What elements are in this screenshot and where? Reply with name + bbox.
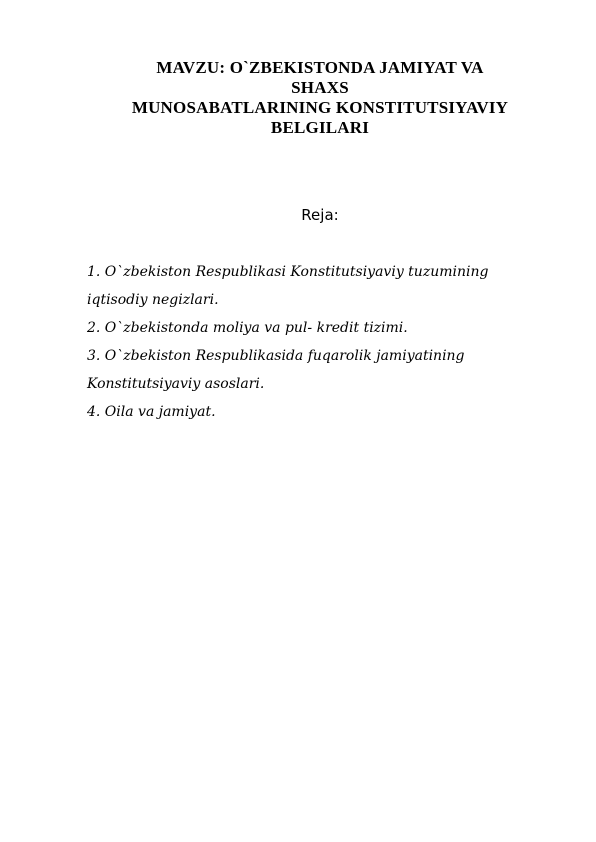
plan-line: 1. O`zbekiston Respublikasi Konstitutsiyaviy tuzumining xyxy=(87,264,489,280)
plan-list xyxy=(87,258,567,426)
title-line: MUNOSABATLARINING KONSTITUTSIYAVIY xyxy=(131,98,509,117)
plan-line: iqtisodiy negizlari. xyxy=(87,292,219,308)
plan-heading: Reja: xyxy=(301,206,339,224)
title-line: BELGILARI xyxy=(270,118,370,137)
plan-line: Konstitutsiyaviy asoslari. xyxy=(87,376,265,392)
document-title xyxy=(60,58,580,138)
title-line: SHAXS xyxy=(291,78,349,97)
plan-line: 2. O`zbekistonda moliya va pul- kredit tizimi. xyxy=(87,320,408,336)
plan-line: 3. O`zbekiston Respublikasida fuqarolik jamiyatining xyxy=(87,348,465,364)
title-line: MAVZU: O`ZBEKISTONDA JAMIYAT VA xyxy=(156,58,484,77)
plan-line: 4. Oila va jamiyat. xyxy=(87,404,216,420)
